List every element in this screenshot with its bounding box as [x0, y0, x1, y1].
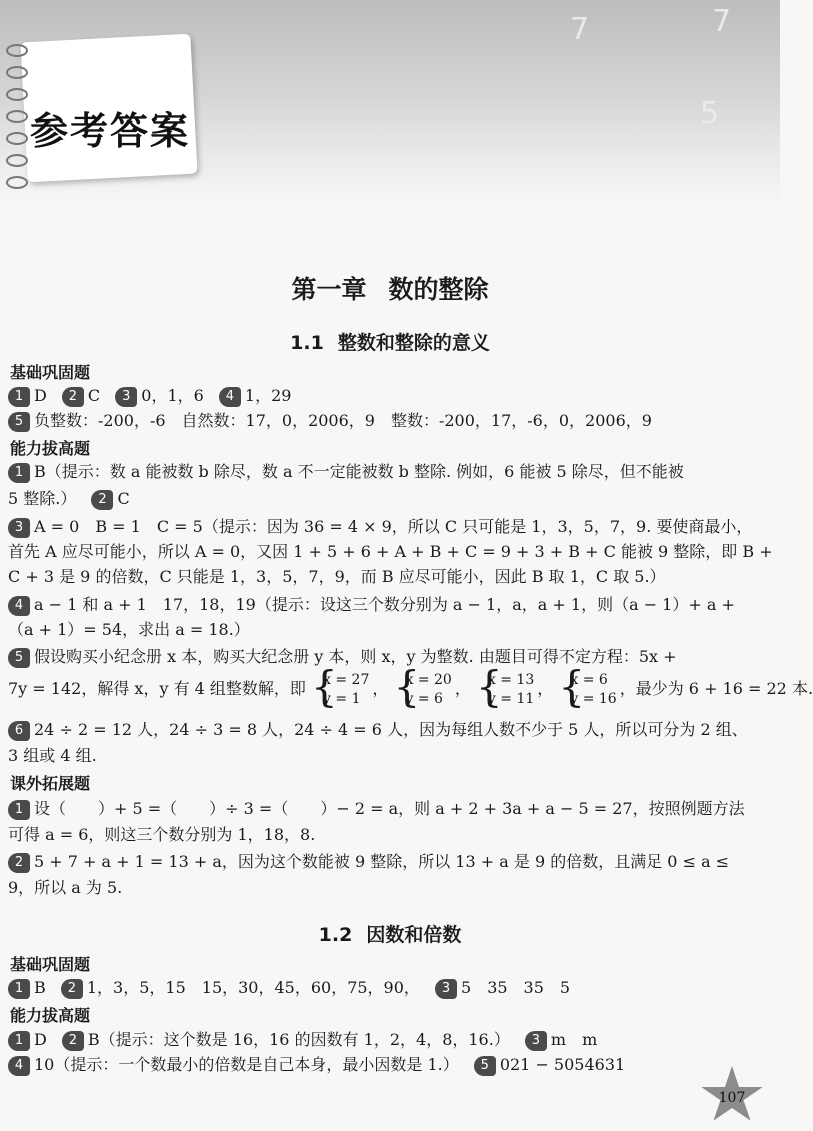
- answer-line: [8, 383, 768, 407]
- answer-text: 5 整除.）: [8, 489, 77, 508]
- question-number: 6: [8, 721, 30, 741]
- answer-text: 1，29: [244, 386, 292, 405]
- answer-line: [8, 408, 768, 432]
- chapter-name: 数的整除: [388, 275, 489, 304]
- answer-line: [8, 644, 768, 668]
- question-number: 3: [435, 979, 457, 999]
- solution-y: y = 1: [323, 690, 361, 707]
- answer-text: （a + 1）= 54，求出 a = 18.）: [8, 620, 250, 639]
- section-number: 1.2: [318, 924, 353, 946]
- answer-line: [8, 539, 773, 562]
- answer-text: 3 组或 4 组.: [8, 746, 97, 765]
- answer-text: B（提示：数 a 能被数 b 除尽，数 a 不一定能被数 b 整除. 例如，6 能被 5 除尽，但不能被: [34, 462, 684, 481]
- section-title-1-2: [0, 920, 780, 947]
- question-number: 4: [8, 1056, 30, 1076]
- answer-text: 假设购买小纪念册 x 本，购买大纪念册 y 本，则 x，y 为整数. 由题目可得不定方程：5x +: [34, 647, 677, 666]
- answer-text: A = 0 B = 1 C = 5（提示：因为 36 = 4 × 9，所以 C 只可能是 1，3，5，7，9. 要使商最小，: [34, 517, 753, 536]
- answer-line: [8, 1027, 768, 1051]
- solution-y: y = 16: [570, 690, 617, 707]
- answer-text: C + 3 是 9 的倍数，C 只能是 1，3，5，7，9，而 B 应尽可能小，因此 B 取 1，C 取 5.）: [8, 567, 666, 586]
- question-number: 2: [91, 490, 113, 510]
- question-number: 2: [61, 979, 83, 999]
- answer-text: a − 1 和 a + 1 17，18，19（提示：设这三个数分别为 a − 1，a，a + 1，则（a − 1）+ a +: [34, 595, 735, 614]
- question-number: 5: [8, 648, 30, 668]
- answer-line: [8, 592, 768, 616]
- answer-line: [8, 564, 768, 587]
- section-number: 1.1: [290, 332, 324, 354]
- answer-text: ，最少为 6 + 16 = 22 本.: [619, 679, 813, 698]
- question-number: 4: [8, 596, 30, 616]
- chapter-title: [0, 270, 780, 306]
- question-number: 3: [115, 387, 137, 407]
- solution-y: y = 11: [487, 690, 535, 707]
- question-number: 1: [8, 463, 30, 483]
- heading-extension: 课外拓展题: [10, 774, 91, 793]
- equation-system: [479, 671, 534, 709]
- solution-y: y = 6: [405, 690, 443, 707]
- answer-line: [8, 514, 768, 538]
- answer-text: 5 35 35 5: [461, 978, 571, 997]
- answer-text: B: [34, 978, 46, 997]
- answer-line: [8, 717, 768, 741]
- answer-line: [8, 875, 768, 898]
- solution-x: x = 20: [405, 671, 452, 688]
- answer-text: D: [34, 1030, 47, 1049]
- answer-text: 10（提示：一个数最小的倍数是自己本身，最小因数是 1.）: [34, 1055, 459, 1074]
- answer-line: [8, 975, 768, 999]
- answer-text: 24 ÷ 2 = 12 人，24 ÷ 3 = 8 人，24 ÷ 4 = 6 人，因为每组人数不少于 5 人，所以可分为 2 组、: [34, 720, 748, 739]
- question-number: 1: [8, 1031, 30, 1051]
- question-number: 5: [474, 1056, 496, 1076]
- chapter-label: 第一章: [291, 275, 367, 304]
- answer-text: D: [34, 386, 47, 405]
- section-name: 整数和整除的意义: [337, 332, 490, 354]
- decorative-digit-icon: 5: [700, 96, 720, 131]
- question-number: 1: [8, 979, 30, 999]
- section-title-1-1: [0, 328, 780, 355]
- notebook-spiral-icon: [6, 44, 30, 172]
- answer-line: [8, 1052, 768, 1076]
- answer-line: [8, 486, 768, 510]
- answer-line: 7y = 142，解得 x，y 有 4 组整数解，即 { x = 27 y = 1， { x = 20 y = 6， { x = 13 y = 11， { x = 6 y = 16，最少为 6 + 16 = 22 本.: [8, 668, 768, 710]
- answer-text: 可得 a = 6，则这三个数分别为 1，18，8.: [8, 825, 316, 844]
- answer-text: 1，3，5，15 15，30，45，60，75，90，: [86, 978, 420, 997]
- answer-line: [8, 849, 768, 873]
- equation-system: [396, 671, 451, 709]
- page-title: 参考答案: [30, 109, 191, 153]
- question-number: 4: [219, 387, 241, 407]
- heading-basic: 基础巩固题: [10, 363, 91, 382]
- equation-system: [561, 671, 616, 709]
- answer-text: m m: [550, 1030, 598, 1049]
- question-number: 1: [8, 800, 30, 820]
- page-number: 107: [718, 1090, 746, 1106]
- question-number: 2: [62, 387, 84, 407]
- answer-text: C: [87, 386, 101, 405]
- section-name: 因数和倍数: [366, 924, 462, 946]
- answer-line: [8, 617, 768, 640]
- question-number: 1: [8, 387, 30, 407]
- answer-text: C: [117, 489, 130, 508]
- question-number: 2: [8, 853, 30, 873]
- solution-x: x = 13: [487, 671, 535, 688]
- heading-ability: 能力拔高题: [10, 439, 91, 458]
- answer-text: B（提示：这个数是 16，16 的因数有 1，2，4，8，16.）: [87, 1030, 510, 1049]
- question-number: 3: [525, 1031, 547, 1051]
- answer-text: 5 + 7 + a + 1 = 13 + a，因为这个数能被 9 整除，所以 13 + a 是 9 的倍数，且满足 0 ≤ a ≤: [34, 852, 730, 871]
- heading-ability: 能力拔高题: [10, 1006, 91, 1025]
- equation-system: [314, 671, 369, 709]
- answer-line: [8, 459, 768, 483]
- solution-x: x = 6: [570, 671, 608, 688]
- decorative-digit-icon: 7: [712, 4, 732, 39]
- solution-x: x = 27: [323, 671, 370, 688]
- answer-text: 9，所以 a 为 5.: [8, 878, 123, 897]
- answer-text: 负整数：-200，-6 自然数：17，0，2006，9 整数：-200，17，-6，0，2006，9: [34, 411, 652, 430]
- answer-text: 0，1，6: [141, 386, 204, 405]
- decorative-digit-icon: 7: [570, 12, 590, 47]
- question-number: 3: [8, 518, 30, 538]
- answer-text: 021 − 5054631: [499, 1055, 626, 1074]
- answer-line: [8, 822, 768, 845]
- question-number: 5: [8, 412, 30, 432]
- answer-text: 设（ ）+ 5 =（ ）÷ 3 =（ ）− 2 = a，则 a + 2 + 3a + a − 5 = 27，按照例题方法: [34, 799, 745, 818]
- heading-basic: 基础巩固题: [10, 955, 91, 974]
- answer-text: 7y = 142，解得 x，y 有 4 组整数解，即: [8, 679, 306, 698]
- answer-text: 首先 A 应尽可能小，所以 A = 0，又因 1 + 5 + 6 + A + B + C = 9 + 3 + B + C 能被 9 整除，即 B +: [8, 542, 773, 561]
- question-number: 2: [62, 1031, 84, 1051]
- answer-line: [8, 743, 768, 766]
- answer-line: [8, 796, 768, 820]
